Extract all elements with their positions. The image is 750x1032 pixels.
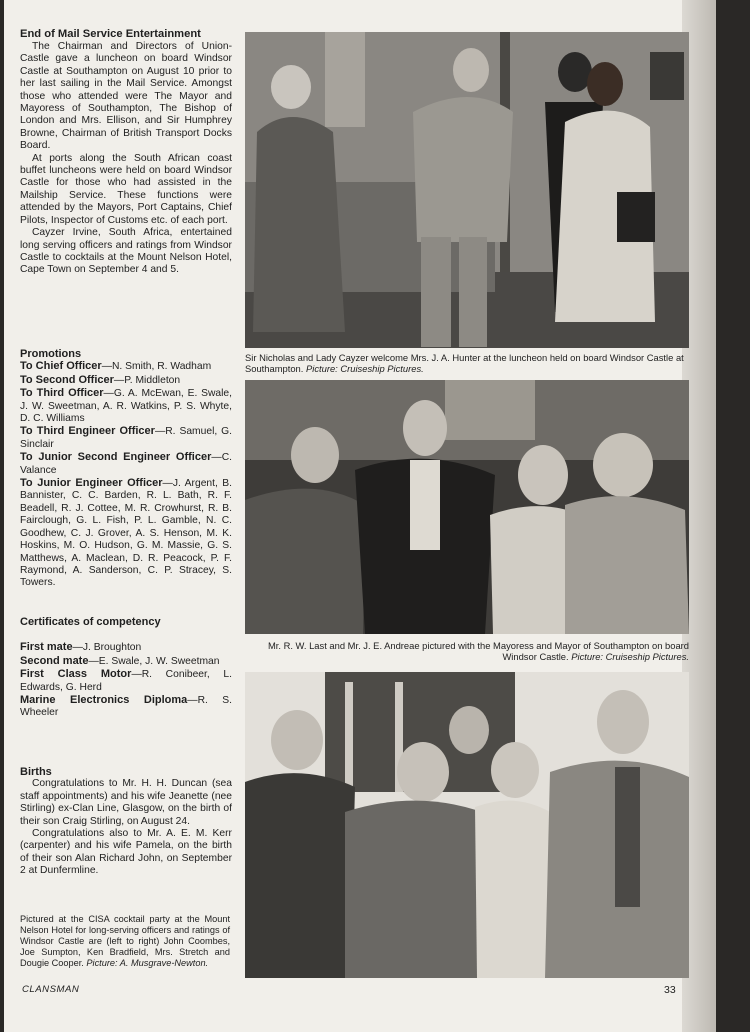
births-para-2: Congratulations also to Mr. A. E. M. Kerr (carpenter) and his wife Pamela, on the birth of their son Alan Richard John, on September 2 at Dunfermline. [20, 828, 232, 877]
photo3-caption [20, 914, 230, 969]
certificate-names: —J. Broughton [72, 642, 142, 654]
mail-service-article [20, 28, 232, 277]
promotion-entry [20, 477, 232, 590]
promotion-label: To Third Officer [20, 387, 104, 400]
photo3-caption-body: Pictured at the CISA cocktail party at the Mount Nelson Hotel for long-serving officers and ratings of Windsor Castle are (left to right) John Coombes, Joe Sumpton, Ken Bradfield, Mrs. Stretch and Dougie Cooper. [20, 914, 230, 968]
certificate-entry [20, 655, 232, 668]
promotion-label: To Third Engineer Officer [20, 425, 155, 438]
photo1-caption [245, 352, 689, 375]
births-section [20, 766, 232, 878]
certificate-names: —E. Swale, J. W. Sweetman [88, 655, 220, 667]
promotion-label: To Chief Officer [20, 360, 102, 373]
promotion-names: —R. Samuel, G. Sinclair [20, 426, 232, 450]
certificate-label: Marine Electronics Diploma [20, 694, 188, 707]
mail-service-para-3: Cayzer Irvine, South Africa, entertained long serving officers and ratings from Windsor Castle to cocktails at the Mount Nelson Hotel, Cape Town on September 4 and 5. [20, 227, 232, 276]
photo2-caption-credit: Picture: Cruiseship Pictures. [571, 651, 689, 663]
certificate-entry [20, 641, 232, 654]
promotion-names: —G. A. McEwan, E. Swale, J. W. Sweetman, A. R. Watkins, P. S. Whyte, D. C. Williams [20, 388, 233, 425]
promotion-entry [20, 360, 232, 373]
births-heading: Births [20, 766, 52, 778]
promotion-entry [20, 374, 232, 387]
certificate-label: First Class Motor [20, 668, 132, 681]
certificates-section [20, 616, 232, 720]
promotion-entry [20, 425, 232, 451]
promotion-names: —P. Middleton [113, 374, 181, 386]
promotion-label: To Junior Second Engineer Officer [20, 451, 212, 464]
photo-mayor-visit [245, 380, 689, 634]
certificate-names: —R. S. Wheeler [20, 695, 232, 719]
promotion-names: —C. Valance [20, 452, 232, 476]
certificate-label: Second mate [20, 654, 89, 667]
mail-service-heading: End of Mail Service Entertainment [20, 28, 201, 40]
mail-service-para-1: The Chairman and Directors of Union-Castle gave a luncheon on board Windsor Castle at Southampton on August 10 prior to her last sailing in the Mail Service. Amongst those who attended were The Mayor and Mayoress of Southampton, The Bishop of London and Mrs. Ellison, and Sir Humphrey Browne, Chairman of British Transport Docks Board. [20, 41, 232, 152]
photo3-caption-text [20, 914, 230, 969]
promotion-label: To Junior Engineer Officer [20, 477, 163, 490]
promotion-names: —J. Argent, B. Bannister, C. C. Barden, R. L. Bath, R. F. Beadell, R. J. Cottee, M. R. Crowhurst, R. B. Fairclough, G. L. Fish, P. L. Gamble, N. C. Goodhew, C. J. Grover, A. S. Henson, M. K. Hoskins, M. O. Hudson, G. M. Massie, G. S. Matthews, A. Maclean, D. R. Peacock, P. F. Raymond, A. Sanderson, C. P. Stracey, S. Towers. [20, 478, 232, 589]
photo-cocktail-image [245, 672, 689, 978]
promotion-label: To Second Officer [20, 373, 114, 386]
certificate-entry [20, 694, 232, 720]
photo-luncheon-welcome [245, 32, 689, 348]
certificate-label: First mate [20, 641, 73, 654]
page-number: 33 [664, 984, 676, 996]
certificates-heading: Certificates of competency [20, 616, 161, 628]
promotion-entry [20, 451, 232, 477]
photo-mayor-image [245, 380, 689, 634]
photo-luncheon-image [245, 32, 689, 348]
certificate-entry [20, 668, 232, 694]
births-para-1: Congratulations to Mr. H. H. Duncan (sea staff appointments) and his wife Jeanette (nee Stirling) ex-Clan Line, Glasgow, on the birth of their son Craig Stirling, on August 24. [20, 778, 232, 827]
promotion-entry [20, 387, 232, 425]
magazine-page [4, 0, 716, 1032]
photo-cocktail-party [245, 672, 689, 978]
photo1-caption-text: Sir Nicholas and Lady Cayzer welcome Mrs. J. A. Hunter at the luncheon held on board Windsor Castle at Southampton. [245, 352, 684, 375]
certificate-names: —R. Conibeer, L. Edwards, G. Herd [20, 669, 232, 693]
publication-name: CLANSMAN [22, 984, 80, 995]
photo2-caption-text: Mr. R. W. Last and Mr. J. E. Andreae pictured with the Mayoress and Mayor of Southampton on board Windsor Castle. [267, 640, 689, 663]
promotions-section [20, 348, 232, 590]
promotion-names: —N. Smith, R. Wadham [101, 361, 212, 373]
photo1-caption-credit: Picture: Cruiseship Pictures. [305, 363, 424, 375]
promotions-heading: Promotions [20, 348, 82, 360]
photo2-caption [245, 640, 689, 663]
photo3-caption-credit: Picture: A. Musgrave-Newton. [86, 958, 209, 968]
mail-service-para-2: At ports along the South African coast buffet luncheons were held on board Windsor Castle for those who had assisted in the Mailship Service. These functions were attended by the Mayors, Port Captains, Chief Pilots, Inspector of Customs etc. of each port. [20, 152, 232, 226]
